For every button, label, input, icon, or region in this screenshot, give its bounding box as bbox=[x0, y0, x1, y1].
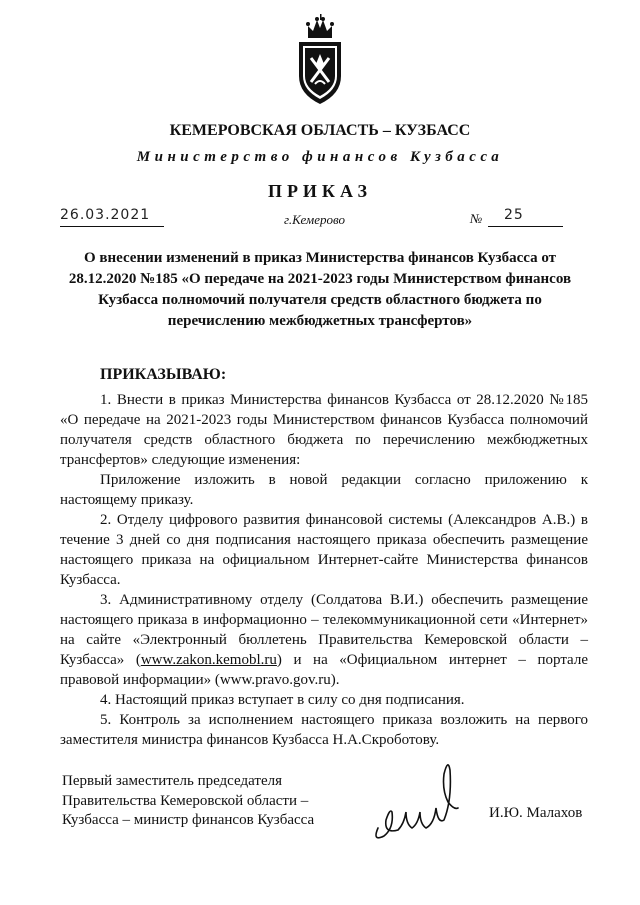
number-value: 25 bbox=[504, 207, 524, 223]
paragraph-6: 5. Контроль за исполнением настоящего приказа возложить на первого заместителя министра финансов Кузбасса Н.А.Скроботову. bbox=[60, 712, 588, 748]
number-label: № bbox=[470, 211, 483, 226]
date-field bbox=[60, 208, 164, 227]
handwritten-signature bbox=[368, 750, 468, 850]
document-body bbox=[60, 390, 588, 750]
city-label: г.Кемерово bbox=[284, 212, 345, 227]
paragraph-3: 2. Отделу цифрового развития финансовой системы (Александров А.В.) в течение 3 дней со дня подписания настоящего приказа обеспечить размещение настоящего приказа на официальном Интернет-сайте Министерства финансов Кузбасса. bbox=[60, 512, 588, 588]
signer-name: И.Ю. Малахов bbox=[489, 805, 583, 821]
position-line-3: Кузбасса – министр финансов Кузбасса bbox=[62, 812, 315, 828]
position-line-1: Первый заместитель председателя bbox=[62, 773, 282, 789]
order-heading: ПРИКАЗЫВАЮ: bbox=[100, 366, 227, 383]
region-heading: КЕМЕРОВСКАЯ ОБЛАСТЬ – КУЗБАСС bbox=[169, 122, 471, 139]
paragraph-1: 1. Внести в приказ Министерства финансов Кузбасса от 28.12.2020 №185 «О передаче на 2021-2023 годы Министерством финансов Кузбасса полномочий получателя средств областного бюджета по перечислению межбюджетных трансфертов» следующие изменения: bbox=[60, 392, 588, 468]
paragraph-5: 4. Настоящий приказ вступает в силу со дня подписания. bbox=[100, 692, 465, 708]
zakon-link[interactable]: www.zakon.kemobl.ru bbox=[140, 652, 277, 668]
position-line-2: Правительства Кемеровской области – bbox=[62, 792, 309, 809]
document-title: О внесении изменений в приказ Министерства финансов Кузбасса от 28.12.2020 №185 «О передаче на 2021-2023 годы Министерством финансов Кузбасса полномочий получателя средств областного бюджета по перечислению межбюджетных трансфертов» bbox=[68, 250, 572, 329]
paragraph-4 bbox=[60, 590, 588, 690]
number-field bbox=[488, 208, 563, 227]
paragraph-2: Приложение изложить в новой редакции согласно приложению к настоящему приказу. bbox=[60, 472, 588, 508]
paragraph-4-text-start: 3. Административному отделу (Солдатова В.И.) обеспечить размещение настоящего приказа в информационно – телекоммуникационной сети «Интернет» на сайте «Электронный бюллетень Правительства Кемеровской области – Кузбасса» ( bbox=[60, 592, 588, 668]
paragraph-4-text-end: ) и на «Официальном интернет – портале правовой информации» (www.pravo.gov.ru). bbox=[60, 652, 588, 688]
ministry-heading: Министерство финансов Кузбасса bbox=[136, 149, 504, 165]
date-value: 26.03.2021 bbox=[60, 207, 151, 223]
signatory-position bbox=[62, 772, 314, 831]
coat-of-arms-emblem bbox=[293, 14, 347, 106]
document-type-heading: ПРИКАЗ bbox=[267, 181, 373, 201]
